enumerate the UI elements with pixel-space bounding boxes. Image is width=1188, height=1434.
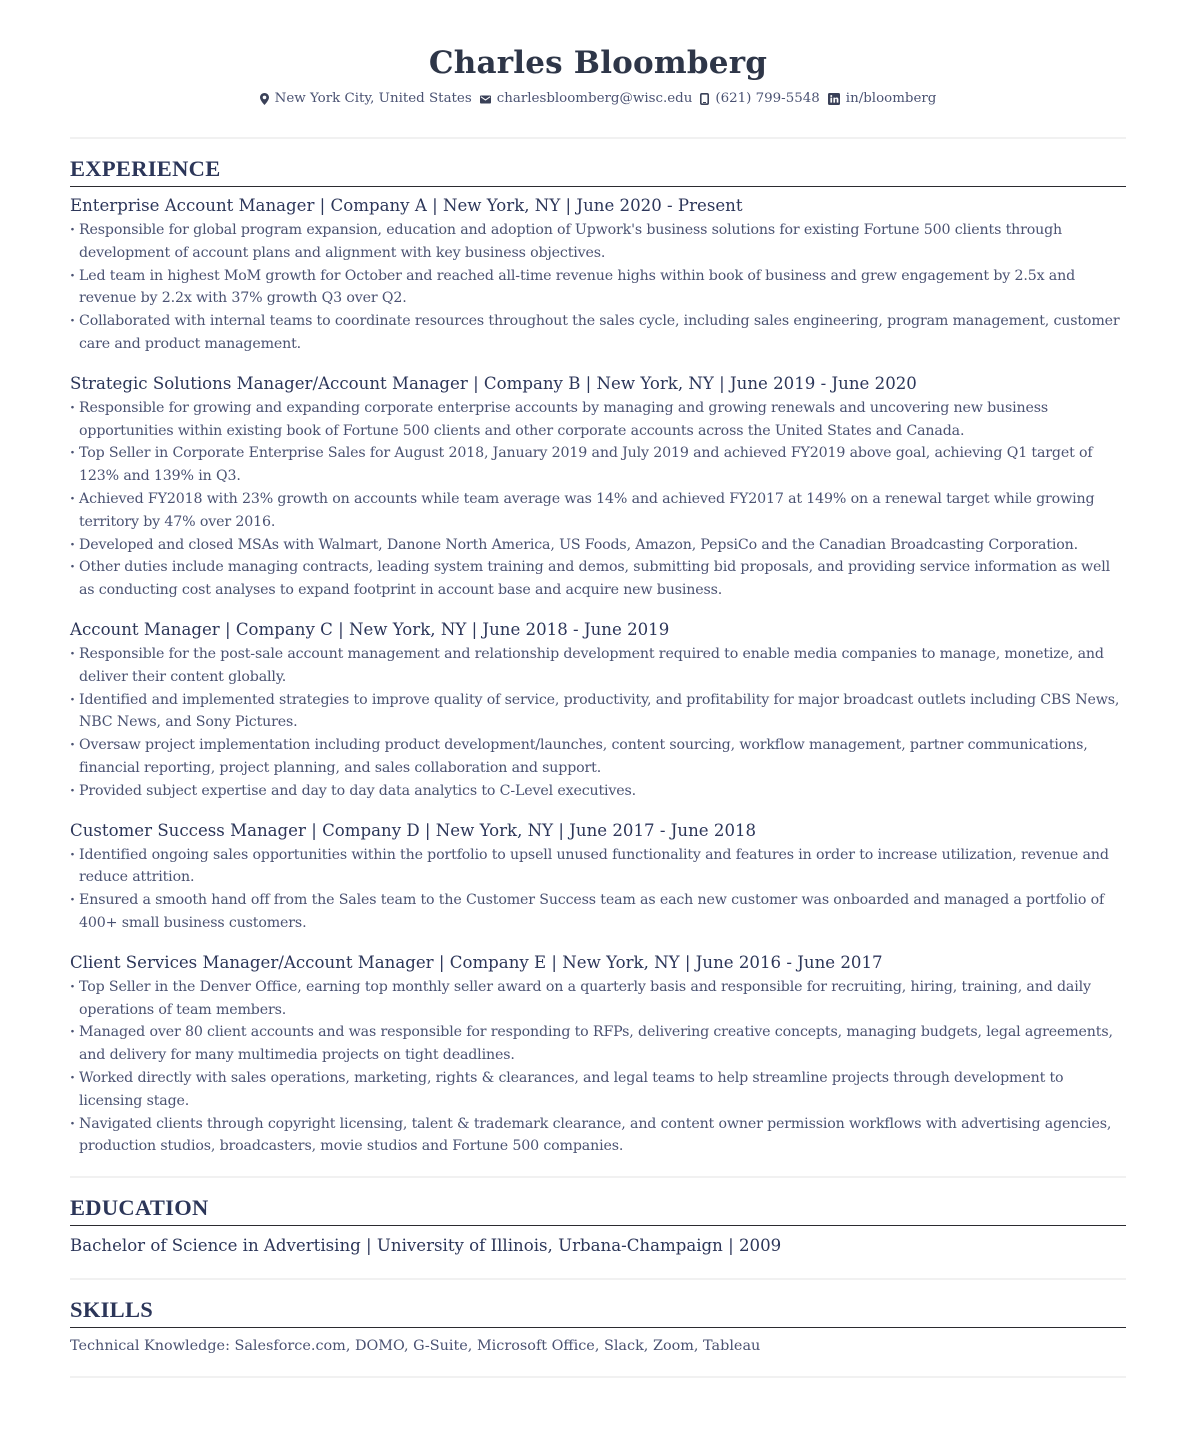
bullet-item: · Ensured a smooth hand off from the Sales team to the Customer Success team as each new customer was onboarded and managed a portfolio of 400+ small business customers.	[70, 889, 1126, 935]
location-pin-icon	[260, 93, 269, 105]
job-heading: Account Manager | Company C | New York, NY | June 2018 - June 2019	[70, 619, 670, 639]
bullet-item: · Collaborated with internal teams to coordinate resources throughout the sales cycle, including sales engineering, program management, customer care and product management.	[70, 310, 1126, 356]
job-bullets	[70, 219, 1126, 356]
job-entry	[70, 820, 1126, 935]
education-entry: Bachelor of Science in Advertising | University of Illinois, Urbana-Champaign | 2009	[70, 1236, 782, 1256]
divider	[70, 1176, 1126, 1178]
bullet-item: · Provided subject expertise and day to day data analytics to C-Level executives.	[70, 780, 1126, 803]
resume-header	[70, 0, 1126, 108]
linkedin-text[interactable]: in/bloomberg	[845, 91, 937, 106]
bullet-item: · Top Seller in Corporate Enterprise Sales for August 2018, January 2019 and July 2019 and achieved FY2019 above goal, achieving Q1 target of 123% and 139% in Q3.	[70, 442, 1126, 488]
divider	[70, 137, 1126, 139]
job-entry	[70, 619, 1126, 803]
experience-section	[70, 155, 1126, 1158]
section-title-experience: EXPERIENCE	[70, 155, 1126, 187]
bullet-item: · Responsible for the post-sale account management and relationship development required to enable media companies to manage, monetize, and deliver their content globally.	[70, 643, 1126, 689]
bullet-item: · Identified and implemented strategies to improve quality of service, productivity, and profitability for major broadcast outlets including CBS News, NBC News, and Sony Pictures.	[70, 689, 1126, 735]
bullet-item: · Responsible for growing and expanding corporate enterprise accounts by managing and growing renewals and uncovering new business opportunities within existing book of Fortune 500 clients and other corporate accounts across the United States and Canada.	[70, 397, 1126, 443]
envelope-icon	[480, 95, 491, 104]
job-heading: Client Services Manager/Account Manager | Company E | New York, NY | June 2016 - June 2017	[70, 952, 883, 972]
job-entry	[70, 952, 1126, 1158]
section-title-education: EDUCATION	[70, 1194, 1126, 1226]
job-heading: Strategic Solutions Manager/Account Manager | Company B | New York, NY | June 2019 - June 2020	[70, 373, 917, 393]
bullet-item: · Developed and closed MSAs with Walmart, Danone North America, US Foods, Amazon, PepsiCo and the Canadian Broadcasting Corporation.	[70, 534, 1126, 557]
contact-phone[interactable]	[700, 90, 819, 108]
contact-linkedin[interactable]	[828, 90, 937, 108]
skills-section	[70, 1296, 1126, 1356]
contact-info	[70, 90, 1126, 108]
divider	[70, 1278, 1126, 1280]
bullet-item: · Navigated clients through copyright licensing, talent & trademark clearance, and content owner permission workflows with advertising agencies, production studios, broadcasters, movie studios and Fortune 500 companies.	[70, 1113, 1126, 1159]
bullet-item: · Top Seller in the Denver Office, earning top monthly seller award on a quarterly basis and responsible for recruiting, hiring, training, and daily operations of team members.	[70, 976, 1126, 1022]
job-entry	[70, 195, 1126, 356]
mobile-phone-icon	[700, 93, 709, 105]
job-bullets	[70, 976, 1126, 1158]
resume-page	[70, 0, 1126, 1378]
email-text[interactable]: charlesbloomberg@wisc.edu	[496, 91, 693, 106]
bullet-item: · Worked directly with sales operations, marketing, rights & clearances, and legal teams to help streamline projects through development to licensing stage.	[70, 1067, 1126, 1113]
job-bullets	[70, 844, 1126, 935]
job-entry	[70, 373, 1126, 602]
skills-entry: Technical Knowledge: Salesforce.com, DOMO, G-Suite, Microsoft Office, Slack, Zoom, Tableau	[70, 1338, 761, 1355]
bullet-item: · Other duties include managing contracts, leading system training and demos, submitting bid proposals, and providing service information as well as conducting cost analyses to expand footprint in account base and acquire new business.	[70, 556, 1126, 602]
job-bullets	[70, 397, 1126, 602]
phone-text[interactable]: (621) 799-5548	[715, 91, 820, 106]
bullet-item: · Managed over 80 client accounts and was responsible for responding to RFPs, delivering creative concepts, managing budgets, legal agreements, and delivery for many multimedia projects on tight deadlines.	[70, 1021, 1126, 1067]
bullet-item: · Oversaw project implementation including product development/launches, content sourcing, workflow management, partner communications, financial reporting, project planning, and sales collaboration and support.	[70, 734, 1126, 780]
education-section	[70, 1194, 1126, 1257]
linkedin-icon	[828, 93, 840, 105]
contact-location	[260, 90, 472, 108]
bullet-item: · Achieved FY2018 with 23% growth on accounts while team average was 14% and achieved FY2017 at 149% on a renewal target while growing territory by 47% over 2016.	[70, 488, 1126, 534]
job-heading: Enterprise Account Manager | Company A | New York, NY | June 2020 - Present	[70, 196, 743, 215]
job-heading: Customer Success Manager | Company D | New York, NY | June 2017 - June 2018	[70, 820, 757, 840]
bullet-item: · Led team in highest MoM growth for October and reached all-time revenue highs within book of business and grew engagement by 2.5x and revenue by 2.2x with 37% growth Q3 over Q2.	[70, 265, 1126, 311]
location-text: New York City, United States	[274, 91, 472, 106]
section-title-skills: SKILLS	[70, 1296, 1126, 1328]
divider	[70, 1376, 1126, 1378]
bullet-item: · Identified ongoing sales opportunities within the portfolio to upsell unused functionality and features in order to increase utilization, revenue and reduce attrition.	[70, 844, 1126, 890]
candidate-name: Charles Bloomberg	[428, 45, 768, 81]
job-bullets	[70, 643, 1126, 803]
contact-email[interactable]	[480, 90, 693, 108]
bullet-item: · Responsible for global program expansion, education and adoption of Upwork's business solutions for existing Fortune 500 clients through development of account plans and alignment with key business objectives.	[70, 219, 1126, 265]
